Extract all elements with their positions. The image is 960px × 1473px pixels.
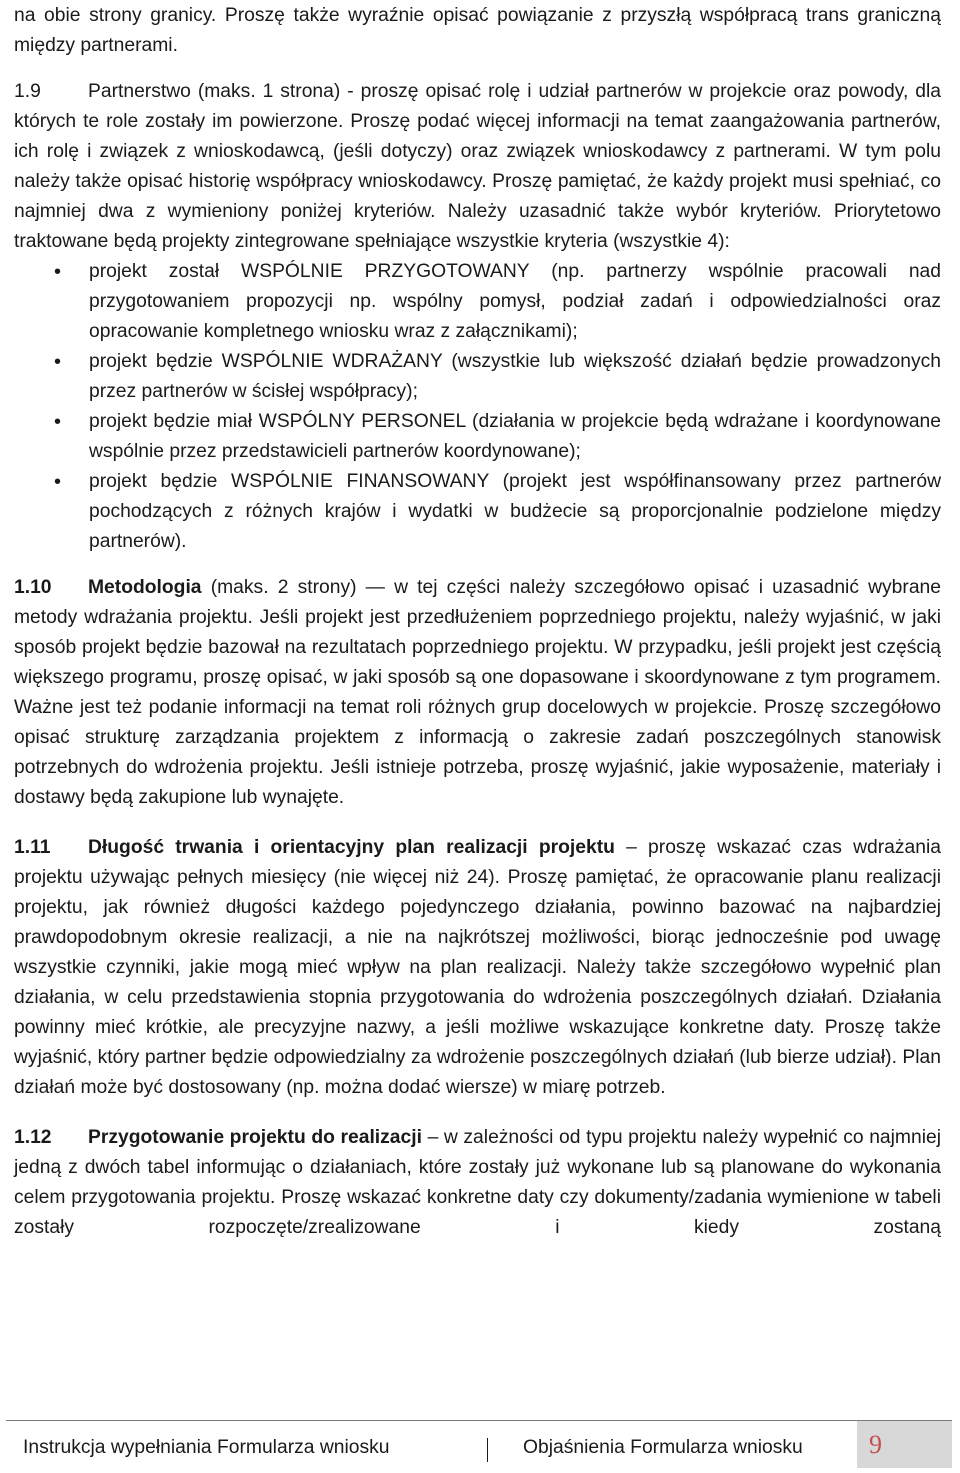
footer-divider [6,1420,952,1421]
list-item [14,257,941,347]
bullet-icon: • [54,351,62,373]
footer-right-title: Objaśnienia Formularza wniosku [523,1437,803,1458]
section-1-9-paragraph [14,77,941,257]
section-1-12-text: – w zależności od typu projektu należy wypełnić co najmniej jedną z dwóch tabel informując o działaniach, które zostały już wykonane lub są planowane do wykonania celem przygotowania projektu. Proszę wskazać konkretne daty czy dokumenty/zadania wymienione w tabeli zostały rozpoczęte/zrealizowane i kiedy zostaną [14,1127,941,1238]
list-item [14,347,941,407]
page-number: 9 [857,1421,952,1468]
bullet-icon: • [54,471,62,493]
section-1-12-number: 1.12 [14,1127,52,1148]
section-1-11-text: – proszę wskazać czas wdrażania projektu używając pełnych miesięcy (nie więcej niż 24). Proszę pamiętać, że opracowanie planu realizacji projektu, jak również długości każdego pojedynczego działania, powinno bazować na najbardziej prawdopodobnym okresie realizacji, a nie na najkrótszej możliwości, biorąc jednocześnie pod uwagę wszystkie czynniki, jakie mogą mieć wpływ na plan realizacji. Należy także szczegółowo wypełnić plan działania, w celu przedstawienia stopnia przygotowania do wdrożenia poszczególnych działań. Działania powinny mieć krótkie, ale precyzyjne nazwy, a jeśli możliwe wskazujące konkretne daty. Proszę także wyjaśnić, który partner będzie odpowiedzialny za wdrożenie poszczególnych działań (lub bierze udział). Plan działań może być dostosowany (np. można dodać wiersze) w miarę potrzeb. [14,837,941,1098]
intro-text: na obie strony granicy. Proszę także wyraźnie opisać powiązanie z przyszłą współpracą trans graniczną między partnerami. [14,5,941,56]
intro-paragraph [14,1,941,61]
section-1-12-title: Przygotowanie projektu do realizacji [88,1127,422,1148]
page-footer [0,1420,952,1473]
section-1-10-number: 1.10 [14,577,52,598]
criterion-text: projekt będzie WSPÓLNIE FINANSOWANY (projekt jest współfinansowany przez partnerów pochodzących z różnych krajów i wydatki w budżecie są proporcjonalnie podzielone między partnerów). [89,471,941,552]
section-1-11-paragraph [14,833,941,1103]
list-item [14,467,941,557]
criterion-text: projekt został WSPÓLNIE PRZYGOTOWANY (np. partnerzy wspólnie pracowali nad przygotowaniem propozycji np. wspólny pomysł, podział zadań i odpowiedzialności oraz opracowanie kompletnego wniosku wraz z załącznikami); [89,261,941,342]
section-1-9-text: (maks. 1 strona) - proszę opisać rolę i udział partnerów w projekcie oraz powody, dla których te role zostały im powierzone. Proszę podać więcej informacji na temat zaangażowania partnerów, ich rolę i związek z wnioskodawcą, (jeśli dotyczy) oraz związek wnioskodawcy z partnerami. W tym polu należy także opisać historię współpracy wnioskodawcy. Proszę pamiętać, że każdy projekt musi spełniać, co najmniej dwa z wymieniony poniżej kryteriów. Należy uzasadnić także wybór kryteriów. Priorytetowo traktowane będą projekty zintegrowane spełniające wszystkie kryteria (wszystkie 4): [14,81,941,252]
list-item [14,407,941,467]
bullet-icon: • [54,261,62,283]
section-1-9-title: Partnerstwo [88,81,191,102]
section-1-12-paragraph [14,1123,941,1243]
section-1-10-title: Metodologia [88,577,202,598]
criterion-text: projekt będzie miał WSPÓLNY PERSONEL (działania w projekcie będą wdrażane i koordynowane wspólnie przez przedstawicieli partnerów koordynowane); [89,411,941,462]
section-1-11-title: Długość trwania i orientacyjny plan realizacji projektu [88,837,615,858]
section-1-9-number: 1.9 [14,81,41,102]
document-page [14,0,941,1243]
bullet-icon: • [54,411,62,433]
section-1-11-number: 1.11 [14,837,51,858]
criterion-text: projekt będzie WSPÓLNIE WDRAŻANY (wszystkie lub większość działań będzie prowadzonych przez partnerów w ścisłej współpracy); [89,351,941,402]
footer-separator [487,1438,488,1462]
criteria-list [14,257,941,557]
section-1-10-text: (maks. 2 strony) — w tej części należy szczegółowo opisać i uzasadnić wybrane metody wdrażania projektu. Jeśli projekt jest przedłużeniem poprzedniego projektu, należy wyjaśnić, w jaki sposób projekt będzie bazował na rezultatach poprzedniego projektu. W przypadku, jeśli projekt jest częścią większego programu, proszę opisać, w jaki sposób są one dopasowane i skoordynowane z tym programem. Ważne jest też podanie informacji na temat roli różnych grup docelowych w projekcie. Proszę szczegółowo opisać strukturę zarządzania projektem z informacją o zakresie zadań poszczególnych stanowisk potrzebnych do wdrożenia projektu. Jeśli istnieje potrzeba, proszę wyjaśnić, jakie wyposażenie, materiały i dostawy będą zakupione lub wynajęte. [14,577,941,808]
footer-left-title: Instrukcja wypełniania Formularza wniosku [23,1437,390,1458]
section-1-10-paragraph [14,573,941,813]
